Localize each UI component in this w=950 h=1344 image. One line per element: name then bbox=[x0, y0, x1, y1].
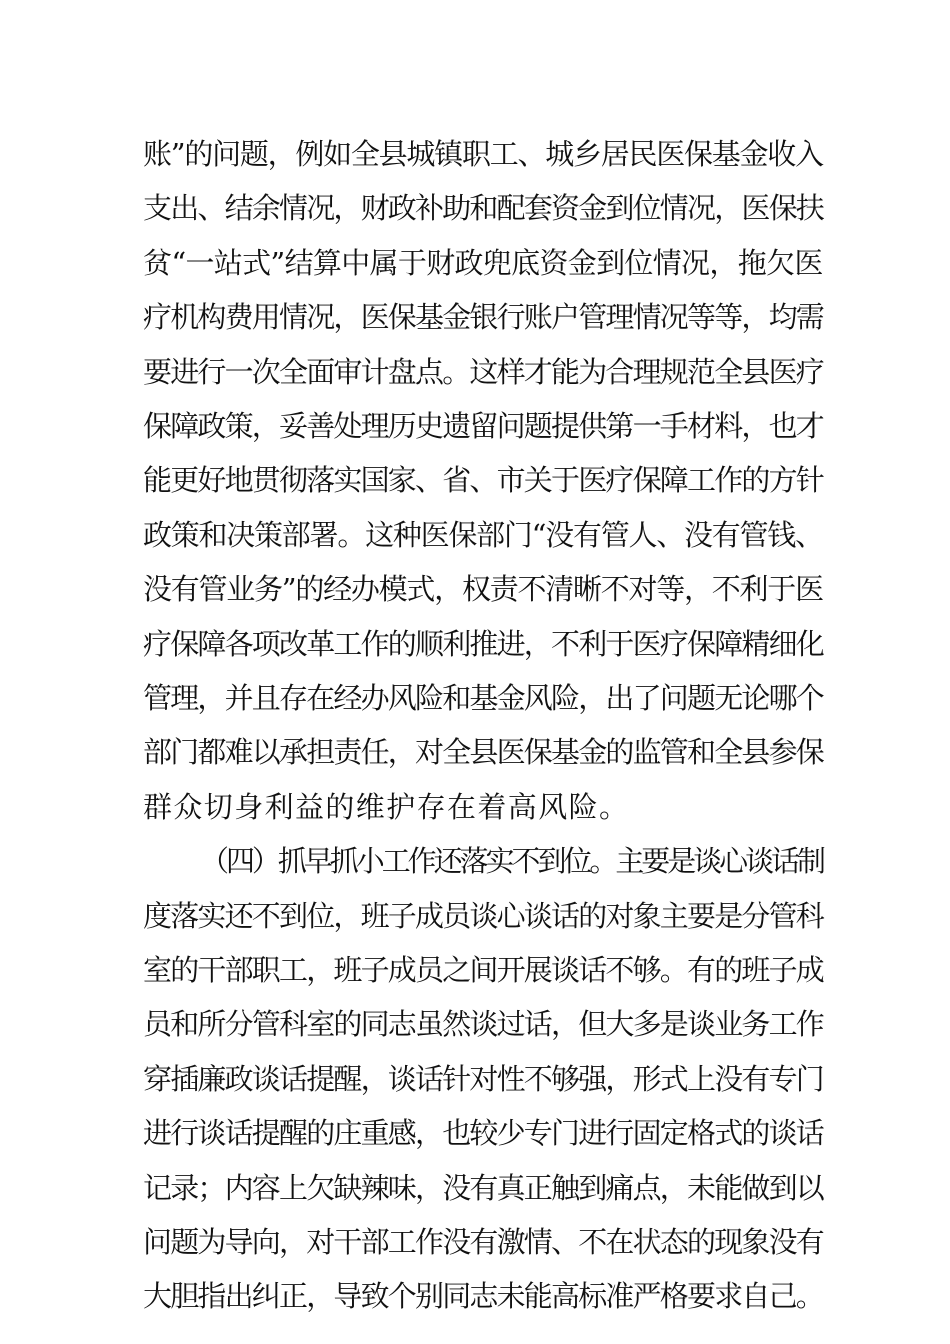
text-line: 支出、结余情况，财政补助和配套资金到位情况，医保扶 bbox=[143, 191, 824, 225]
text-line: 穿插廉政谈话提醒，谈话针对性不够强，形式上没有专门 bbox=[143, 1062, 824, 1096]
text-line: 部门都难以承担责任，对全县医保基金的监管和全县参保 bbox=[143, 735, 824, 769]
text-line: 记录；内容上欠缺辣味，没有真正触到痛点，未能做到以 bbox=[143, 1171, 824, 1205]
text-line: 疗机构费用情况，医保基金银行账户管理情况等等，均需 bbox=[143, 300, 824, 334]
text-line: 室的干部职工，班子成员之间开展谈话不够。有的班子成 bbox=[143, 953, 824, 987]
text-line: 大胆指出纠正，导致个别同志未能高标准严格要求自己。 bbox=[143, 1279, 824, 1313]
text-line: 度落实还不到位，班子成员谈心谈话的对象主要是分管科 bbox=[143, 899, 824, 933]
text-line: 政策和决策部署。这种医保部门“没有管人、没有管钱、 bbox=[143, 518, 823, 552]
text-line: 员和所分管科室的同志虽然谈过话，但大多是谈业务工作 bbox=[143, 1007, 824, 1041]
text-line: 能更好地贯彻落实国家、省、市关于医疗保障工作的方针 bbox=[143, 463, 824, 497]
text-line: 要进行一次全面审计盘点。这样才能为合理规范全县医疗 bbox=[143, 355, 824, 389]
text-line: 账”的问题，例如全县城镇职工、城乡居民医保基金收入 bbox=[143, 137, 823, 171]
text-line: 管理，并且存在经办风险和基金风险，出了问题无论哪个 bbox=[143, 681, 824, 715]
text-line: 群众切身利益的维护存在着高风险。 bbox=[143, 790, 630, 824]
text-line: 贫“一站式”结算中属于财政兜底资金到位情况，拖欠医 bbox=[143, 246, 823, 280]
text-line: 问题为导向，对干部工作没有激情、不在状态的现象没有 bbox=[143, 1225, 824, 1259]
paragraph-start-line: （四）抓早抓小工作还落实不到位。主要是谈心谈话制 bbox=[200, 844, 824, 878]
text-line: 疗保障各项改革工作的顺利推进，不利于医疗保障精细化 bbox=[143, 627, 824, 661]
text-line: 进行谈话提醒的庄重感，也较少专门进行固定格式的谈话 bbox=[143, 1116, 824, 1150]
text-line: 保障政策，妥善处理历史遗留问题提供第一手材料，也才 bbox=[143, 409, 824, 443]
text-line: 没有管业务”的经办模式，权责不清晰不对等，不利于医 bbox=[143, 572, 823, 606]
